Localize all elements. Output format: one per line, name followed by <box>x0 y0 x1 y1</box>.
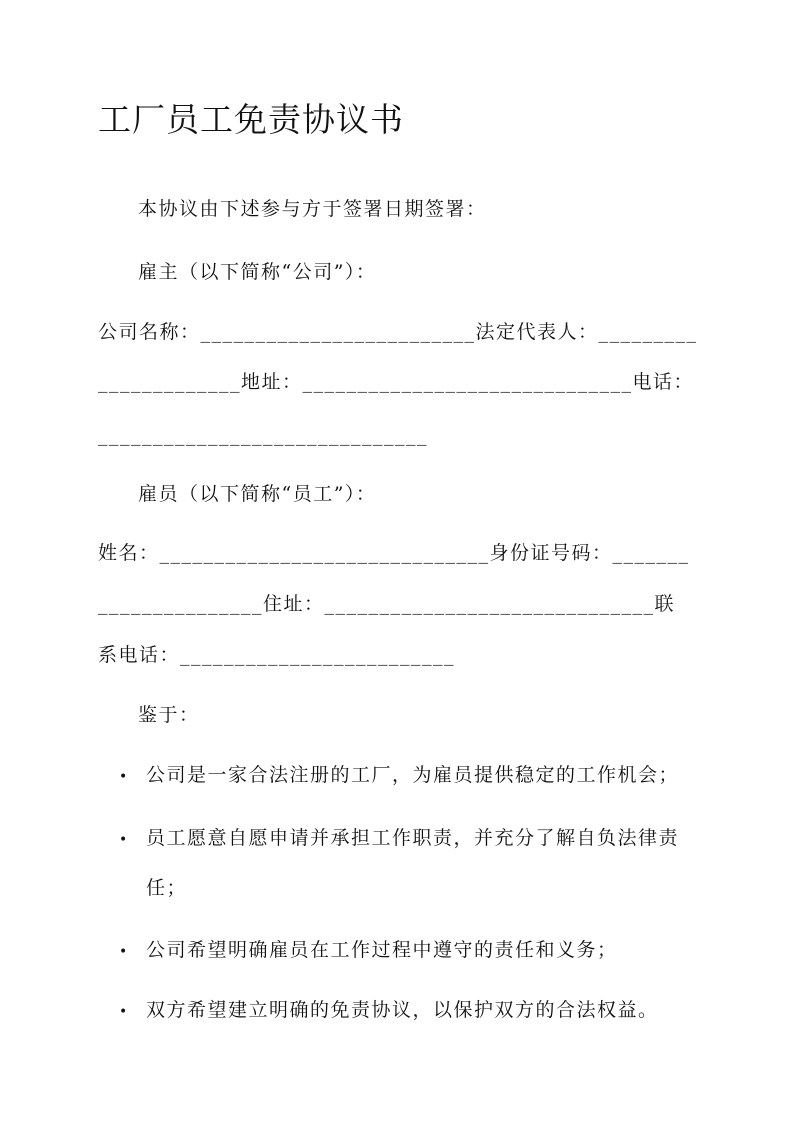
bullet-item-1: 公司是一家合法注册的工厂，为雇员提供稳定的工作机会； <box>146 764 680 786</box>
bullet-item-3: 公司希望明确雇员在工作过程中遵守的责任和义务； <box>146 939 618 961</box>
intro-paragraph: 本协议由下述参与方于签署日期签署： <box>138 198 487 220</box>
whereas-heading: 鉴于： <box>138 704 200 726</box>
employer-fields-line-3: ______________________________ <box>98 424 428 446</box>
employee-fields-line-1: 姓名：______________________________身份证号码：_______ <box>98 542 690 564</box>
bullet-marker: • <box>119 1004 128 1020</box>
bullet-item-2-line-2: 任； <box>146 877 188 899</box>
employee-fields-line-2: _______________住址：______________________________联 <box>98 593 676 615</box>
document-title: 工厂员工免责协议书 <box>98 100 404 139</box>
bullet-marker: • <box>119 944 128 960</box>
bullet-marker: • <box>119 832 128 848</box>
bullet-marker: • <box>119 769 128 785</box>
bullet-item-4: 双方希望建立明确的免责协议，以保护双方的合法权益。 <box>146 999 659 1021</box>
employer-fields-line-1: 公司名称：_________________________法定代表人：_________ <box>98 321 698 343</box>
employer-fields-line-2: _____________地址：______________________________电话： <box>98 371 695 393</box>
bullet-item-2-line-1: 员工愿意自愿申请并承担工作职责，并充分了解自负法律责 <box>146 827 680 849</box>
employee-heading: 雇员（以下简称“员工”）： <box>138 483 377 505</box>
employer-heading: 雇主（以下简称“公司”）： <box>138 261 377 283</box>
employee-fields-line-3: 系电话：_________________________ <box>98 644 456 666</box>
